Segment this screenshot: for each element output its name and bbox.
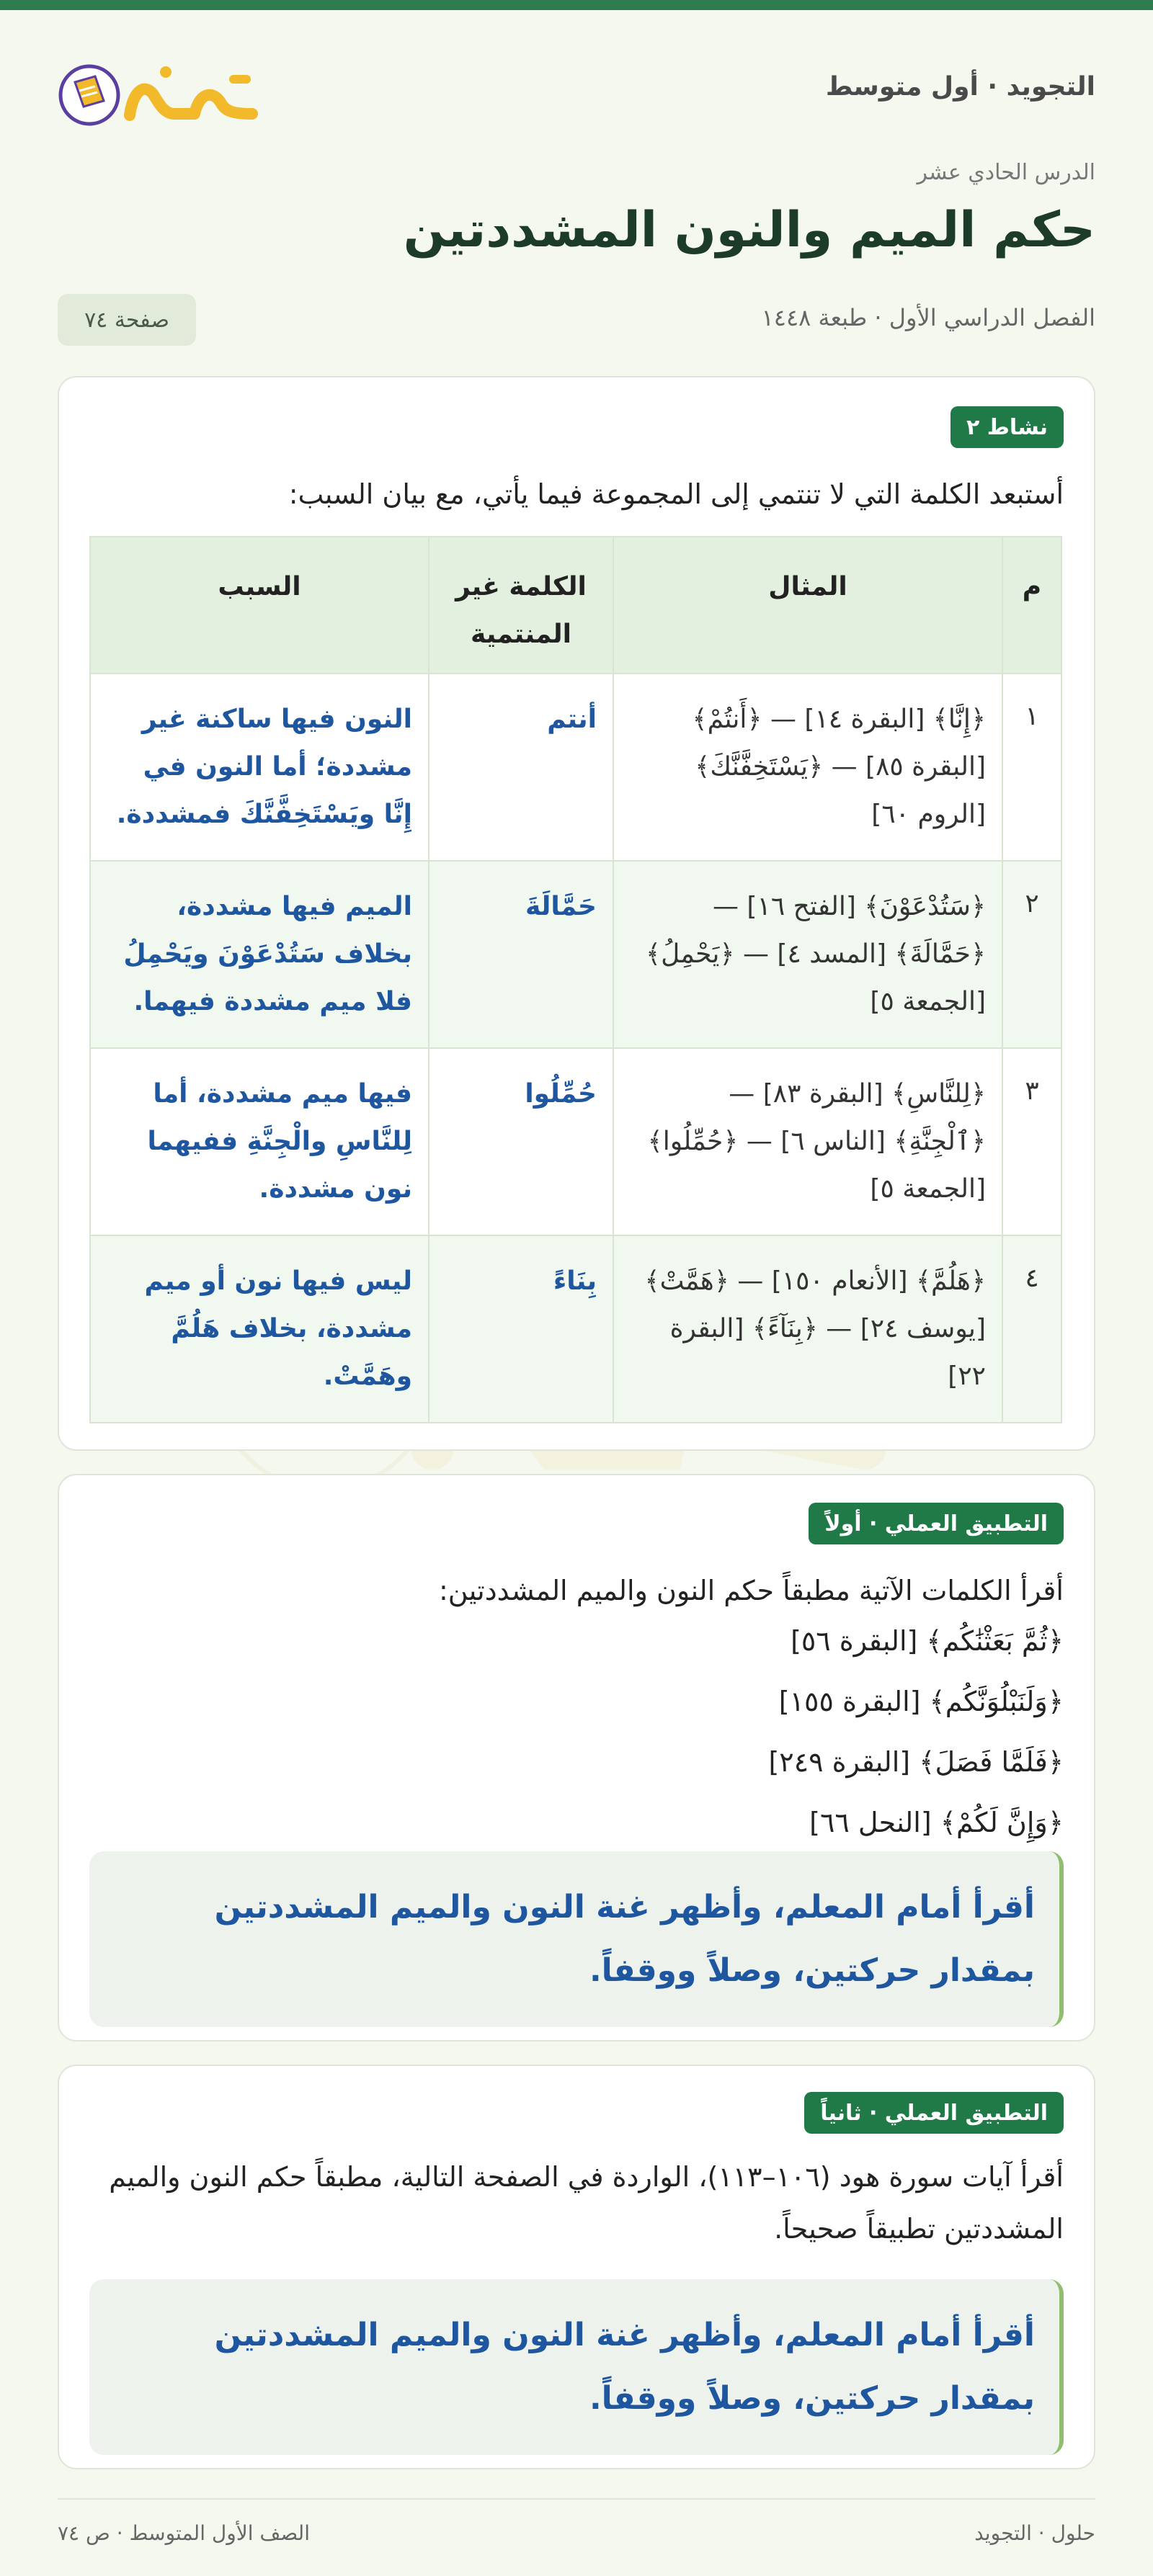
ayah-item: ﴿وَإِنَّ لَكُمْ﴾ [النحل ٦٦] bbox=[809, 1807, 1064, 1838]
practice-second-card bbox=[58, 2065, 1095, 2469]
row-reason: فيها ميم مشددة، أما لِلنَّاسِ والْجِنَّةِ ففيهما نون مشددة. bbox=[90, 1048, 429, 1235]
row-example: ﴿هَلُمَّ﴾ [الأنعام ١٥٠] — ﴿هَمَّتْ﴾ [يوسف ٢٤] — ﴿بِنَآءً﴾ [البقرة ٢٢] bbox=[613, 1235, 1002, 1423]
header-reason: السبب bbox=[90, 537, 429, 674]
row-word: أنتم bbox=[429, 674, 613, 861]
table-row bbox=[90, 1235, 1061, 1423]
activity-table bbox=[89, 536, 1062, 1423]
header-num: م bbox=[1002, 537, 1061, 674]
teacher-callout: أقرأ أمام المعلم، وأظهر غنة النون والميم المشددتين بمقدار حركتين، وصلاً ووقفاً. bbox=[89, 1851, 1064, 2027]
practice-second-badge: التطبيق العملي · ثانياً bbox=[804, 2092, 1064, 2134]
table-row bbox=[90, 861, 1061, 1048]
footer-divider bbox=[58, 2498, 1095, 2500]
row-example: ﴿إِنَّا﴾ [البقرة ١٤] — ﴿أَنتُمْ﴾ [البقرة ٨٥] — ﴿يَسْتَخِفَّنَّكَ﴾ [الروم ٦٠] bbox=[613, 674, 1002, 861]
footer-page: الصف الأول المتوسط · ص ٧٤ bbox=[58, 2521, 310, 2545]
top-accent-bar bbox=[0, 0, 1153, 10]
row-reason: الميم فيها مشددة، بخلاف سَتُدْعَوْنَ ويَحْمِلُ فلا ميم مشددة فيهما. bbox=[90, 861, 429, 1048]
practice-first-badge: التطبيق العملي · أولاً bbox=[809, 1503, 1064, 1544]
subject-title: التجويد · أول متوسط bbox=[825, 72, 1095, 102]
table-header-row bbox=[90, 537, 1061, 674]
practice-first-card bbox=[58, 1474, 1095, 2041]
ayah-item: ﴿فَلَمَّا فَصَلَ﴾ [البقرة ٢٤٩] bbox=[768, 1746, 1064, 1778]
lesson-title: حكم الميم والنون المشددتين bbox=[403, 202, 1095, 259]
row-example: ﴿لِلنَّاسِ﴾ [البقرة ٨٣] — ﴿ٱلْجِنَّةِ﴾ [الناس ٦] — ﴿حُمِّلُوا﴾ [الجمعة ٥] bbox=[613, 1048, 1002, 1235]
practice-second-instruction: أقرأ آيات سورة هود (١٠٦–١١٣)، الواردة في الصفحة التالية، مطبقاً حكم النون والميم المشددتين تطبيقاً صحيحاً. bbox=[109, 2161, 1064, 2245]
row-num: ٣ bbox=[1002, 1048, 1061, 1235]
teacher-callout: أقرأ أمام المعلم، وأظهر غنة النون والميم المشددتين بمقدار حركتين، وصلاً ووقفاً. bbox=[89, 2279, 1064, 2455]
row-reason: ليس فيها نون أو ميم مشددة، بخلاف هَلُمَّ وهَمَّتْ. bbox=[90, 1235, 429, 1423]
semester-edition: الفصل الدراسي الأول · طبعة ١٤٤٨ bbox=[761, 304, 1095, 331]
activity-instruction: أستبعد الكلمة التي لا تنتمي إلى المجموعة فيما يأتي، مع بيان السبب: bbox=[288, 478, 1064, 510]
header-word: الكلمة غير المنتمية bbox=[429, 537, 613, 674]
row-num: ٤ bbox=[1002, 1235, 1061, 1423]
table-row bbox=[90, 1048, 1061, 1235]
row-num: ٢ bbox=[1002, 861, 1061, 1048]
practice-first-instruction: أقرأ الكلمات الآتية مطبقاً حكم النون والميم المشددتين: bbox=[438, 1575, 1064, 1606]
activity-badge: نشاط ٢ bbox=[951, 406, 1064, 448]
logo-icon bbox=[58, 50, 267, 137]
row-example: ﴿سَتُدْعَوْنَ﴾ [الفتح ١٦] — ﴿حَمَّالَةَ﴾ [المسد ٤] — ﴿يَحْمِلُ﴾ [الجمعة ٥] bbox=[613, 861, 1002, 1048]
page-header bbox=[58, 50, 1095, 137]
lesson-number: الدرس الحادي عشر bbox=[917, 160, 1095, 185]
row-word: حَمَّالَةَ bbox=[429, 861, 613, 1048]
footer-brand: حلول · التجويد bbox=[974, 2521, 1095, 2545]
row-num: ١ bbox=[1002, 674, 1061, 861]
activity-card bbox=[58, 376, 1095, 1451]
row-word: بِنَاءً bbox=[429, 1235, 613, 1423]
hulul-logo bbox=[58, 50, 267, 137]
row-word: حُمِّلُوا bbox=[429, 1048, 613, 1235]
row-reason: النون فيها ساكنة غير مشددة؛ أما النون في إِنَّا ويَسْتَخِفَّنَّكَ فمشددة. bbox=[90, 674, 429, 861]
header-example: المثال bbox=[613, 537, 1002, 674]
ayah-item: ﴿وَلَنَبْلُوَنَّكُم﴾ [البقرة ١٥٥] bbox=[778, 1686, 1064, 1717]
table-row bbox=[90, 674, 1061, 861]
ayah-item: ﴿ثُمَّ بَعَثْنَٰكُم﴾ [البقرة ٥٦] bbox=[791, 1625, 1064, 1657]
lesson-meta bbox=[58, 294, 1095, 346]
page-chip: صفحة ٧٤ bbox=[58, 294, 196, 346]
